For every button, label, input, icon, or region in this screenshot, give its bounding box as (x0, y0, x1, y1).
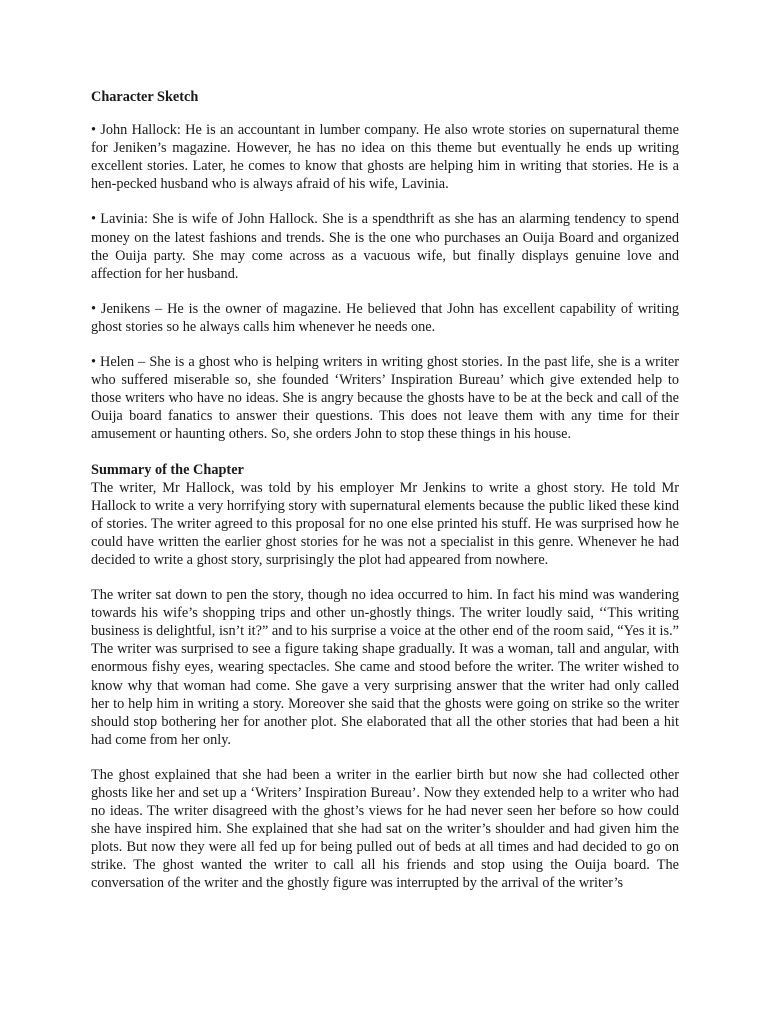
summary-paragraph: The writer sat down to pen the story, though no idea occurred to him. In fact his mind was wandering towards his wife’s shopping trips and other un-ghostly things. The writer loudly said, ‘‘This writing business is delightful, isn’t it?” and to his surprise a voice at the other end of the room said, “Yes it is.” The writer was surprised to see a figure taking shape gradually. It was a woman, tall and angular, with enormous fishy eyes, wearing spectacles. She came and stood before the writer. The writer wished to know why that woman had come. She gave a very surprising answer that the writer had only called her to help him in writing a story. Moreover she said that the ghosts were going on strike so the writer should stop bothering her for another plot. She elaborated that all the other stories that had been a hit had come from her only. (91, 587, 679, 748)
character-item-helen: • Helen – She is a ghost who is helping writers in writing ghost stories. In the past life, she is a writer who suffered miserable so, she founded ‘Writers’ Inspiration Bureau’ which give extended help to those writers who have no ideas. She is angry because the ghosts have to be at the beck and call of the Ouija board fanatics to answer their questions. This does not leave them with any time for their amusement or haunting others. So, she orders John to stop these things in his house. (91, 354, 679, 443)
character-item-john-hallock: • John Hallock: He is an accountant in lumber company. He also wrote stories on supernatural theme for Jeniken’s magazine. However, he has no idea on this theme but eventually he ends up writing excellent stories. Later, he comes to know that ghosts are helping him in writing that stories. He is a hen-pecked husband who is always afraid of his wife, Lavinia. (91, 122, 679, 193)
summary-paragraph: The ghost explained that she had been a writer in the earlier birth but now she had collected other ghosts like her and set up a ‘Writers’ Inspiration Bureau’. Now they extended help to a writer who had no ideas. The writer disagreed with the ghost’s views for he had never seen her before so how could she have inspired him. She explained that she had sat on the writer’s shoulder and had given him the plots. But now they were all fed up for being pulled out of beds at all times and had decided to go on strike. The ghost wanted the writer to call all his friends and stop using the Ouija board. The conversation of the writer and the ghostly figure was interrupted by the arrival of the writer’s (91, 766, 679, 892)
character-sketch-heading: Character Sketch (91, 89, 199, 105)
character-item-lavinia: • Lavinia: She is wife of John Hallock. She is a spendthrift as she has an alarming tendency to spend money on the latest fashions and trends. She is the one who purchases an Ouija Board and organized the Ouija party. She may come across as a vacuous wife, but finally displays genuine love and affection for her husband. (91, 211, 679, 282)
summary-heading: Summary of the Chapter (91, 461, 244, 478)
character-item-jenikens: • Jenikens – He is the owner of magazine. He believed that John has excellent capability of writing ghost stories so he always calls him whenever he needs one. (91, 300, 679, 335)
summary-paragraph: The writer, Mr Hallock, was told by his employer Mr Jenkins to write a ghost story. He told Mr Hallock to write a very horrifying story with supernatural elements because the public liked these kind of stories. The writer agreed to this proposal for no one else printed his stuff. He was surprised how he could have written the earlier ghost stories for he was not a specialist in this genre. Whenever he had decided to write a ghost story, surprisingly the plot had appeared from nowhere. (91, 479, 679, 568)
document-page (91, 88, 679, 893)
